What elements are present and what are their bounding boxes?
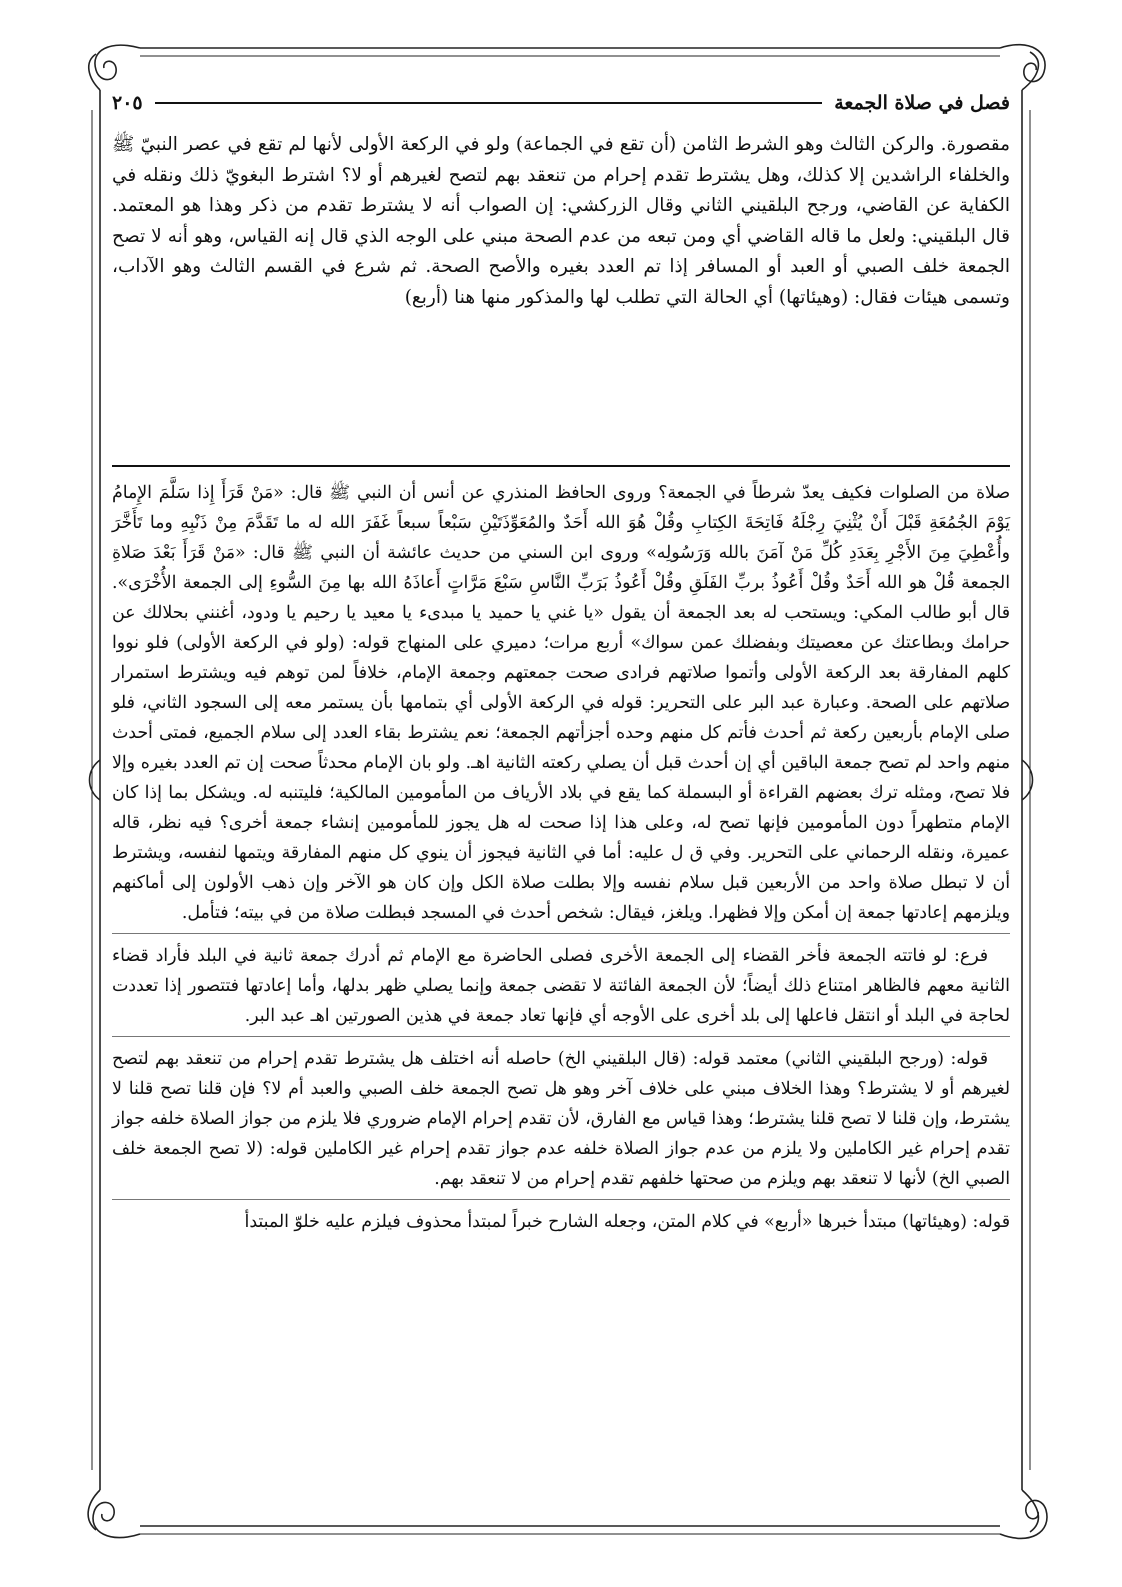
commentary-paragraph-2: فرع: لو فاتته الجمعة فأخر القضاء إلى الجمعة الأخرى فصلى الحاضرة مع الإمام ثم أدرك جمعة ثانية في البلد فأراد قضاء الثانية معهم فالظاهر امتناع ذلك أيضاً؛ لأن الجمعة الفائتة لا تقضى جمعة وإنما يصلي ظهر بدلها، وأما إعادتها فتتصور إذا تعددت لحاجة في البلد أو انتقل فاعلها إلى بلد أخرى على الأوجه أي فإنها تعاد جمعة في هذين الصورتين اهـ عبد البر. [112, 946, 1010, 1026]
header-rule [155, 102, 823, 104]
page [112, 88, 1010, 1518]
page-number: ٢٠٥ [112, 92, 143, 114]
commentary-paragraph-3: قوله: (ورجح البلقيني الثاني) معتمد قوله: (قال البلقيني الخ) حاصله أنه اختلف هل يشترط تقدم إحرام من تنعقد بهم لتصح لغيرهم أو لا يشترط؟ وهذا الخلاف مبني على خلاف آخر وهو هل تصح الجمعة خلف الصبي والعبد أم لا؟ فإن قلنا تصح قلنا لا يشترط، وإن قلنا لا تصح قلنا يشترط؛ وهذا قياس مع الفارق، لأن تقدم إحرام الإمام ضروري فلا يلزم من جواز الصلاة خلفه جواز تقدم إحرام غير الكاملين ولا يلزم من عدم جواز الصلاة خلفه عدم جواز تقدم إحرام غير الكاملين قوله: (لا تصح الجمعة خلف الصبي الخ) لأنها لا تنعقد بهم ويلزم من صحتها خلفهم تقدم إحرام من لا تنعقد بهم. [112, 1049, 1010, 1189]
text-commentary-separator [112, 465, 1010, 467]
chapter-title: فصل في صلاة الجمعة [834, 92, 1010, 114]
main-text [112, 130, 1010, 454]
running-header [112, 88, 1010, 118]
commentary-paragraph-4: قوله: (وهيئاتها) مبتدأ خبرها «أربع» في كلام المتن، وجعله الشارح خبراً لمبتدأ محذوف فيلزم عليه خلوّ المبتدأ [244, 1212, 1010, 1232]
main-paragraph: مقصورة. والركن الثالث وهو الشرط الثامن (أن تقع في الجماعة) ولو في الركعة الأولى لأنها لم تقع في عصر النبيّ ﷺ والخلفاء الراشدين إلا كذلك، وهل يشترط تقدم إحرام من تنعقد بهم لتصح لغيرهم أو لا؟ اشترط البغويّ ذلك ونقله في الكفاية عن القاضي، ورجح البلقيني الثاني وقال الزركشي: إن الصواب أنه لا يشترط تقدم من ذكر وهذا هو المعتمد. قال البلقيني: ولعل ما قاله القاضي أي ومن تبعه من عدم الصحة مبني على الوجه الذي قال إنه القياس، وهو أنه لا تصح الجمعة خلف الصبي أو العبد أو المسافر إذا تم العدد بغيره والأصح الصحة. ثم شرع في القسم الثالث وهو الآداب، وتسمى هيئات فقال: (وهيئاتها) أي الحالة التي تطلب لها والمذكور منها هنا (أربع) [112, 134, 1010, 308]
commentary [112, 478, 1010, 1518]
commentary-divider-1 [112, 933, 1010, 934]
commentary-paragraph-1: صلاة من الصلوات فكيف يعدّ شرطاً في الجمعة؟ وروى الحافظ المنذري عن أنس أن النبي ﷺ قال: «مَنْ قَرَأَ إِذا سَلَّمَ الإِمامُ يَوْمَ الجُمُعَةِ قَبْلَ أَنْ يُثْنِيَ رِجْلَهُ فَاتِحَةَ الكِتابِ وقُلْ هُوَ الله أَحَدٌ والمُعَوِّذَتَيْنِ سَبْعاً سبعاً غَفَرَ الله له ما تَقَدَّمَ مِنْ ذَنْبِهِ وما تَأَخَّرَ وأُعْطِيَ مِنَ الأَجْرِ بِعَدَدِ كُلِّ مَنْ آمَنَ بالله وَرَسُولِه» وروى ابن السني من حديث عائشة أن النبي ﷺ قال: «مَنْ قَرَأَ بَعْدَ صَلاةِ الجمعة قُلْ هو الله أَحَدٌ وقُلْ أَعُوذُ بربِّ الفَلَقِ وقُلْ أَعُوذُ بَرَبِّ النَّاسِ سَبْعَ مَرَّاتٍ أَعاذَهُ الله بها مِنَ السُّوءِ إلى الجمعة الأُخْرَى». قال أبو طالب المكي: ويستحب له بعد الجمعة أن يقول «يا غني يا حميد يا مبدىء يا معيد يا رحيم يا ودود، أغنني بحلالك عن حرامك وبطاعتك عن معصيتك وبفضلك عمن سواك» أربع مرات؛ دميري على المنهاج قوله: (ولو في الركعة الأولى) فلو نووا كلهم المفارقة بعد الركعة الأولى وأتموا صلاتهم فرادى صحت جمعتهم وجمعة الإمام، خلافاً لمن توهم فيه ويشترط استمرار صلاتهم على الصحة. وعبارة عبد البر على التحرير: قوله في الركعة الأولى أي بتمامها بأن يستمر معه إلى السجود الثاني، فلو صلى الإمام بأربعين ركعة ثم أحدث فأتم كل منهم وحده أجزأتهم الجمعة؛ نعم يشترط بقاء العدد إلى سلام الجميع، فمتى أحدث منهم واحد لم تصح جمعة الباقين أي إن أحدث قبل أن يصلي ركعته الثانية اهـ. ولو بان الإمام محدثاً صحت إن تم العدد بغيره وإلا فلا تصح، ومثله ترك بعضهم القراءة أو البسملة كما يقع في بلاد الأرياف من المأمومين المالكية؛ فليتنبه له. ويشكل بما إذا كان الإمام متطهراً دون المأمومين فإنها تصح له، وعلى هذا إذا صحت له هل يجوز للمأمومين إنشاء جمعة أخرى؟ فيه نظر، قاله عميرة، ونقله الرحماني على التحرير. وفي ق ل عليه: أما في الثانية فيجوز أن ينوي كل منهم المفارقة ويتمها لنفسه، ويشترط أن لا تبطل صلاة واحد من الأربعين قبل سلام نفسه وإلا بطلت صلاة الكل وإن كان هو الآخر وإن ذهب الأولون إلى أماكنهم ويلزمهم إعادتها جمعة إن أمكن وإلا فظهرا. ويلغز، فيقال: شخص أحدث في المسجد فبطلت صلاة من في بيته؛ فتأمل. [112, 483, 1010, 923]
commentary-divider-2 [112, 1036, 1010, 1037]
commentary-divider-3 [112, 1199, 1010, 1200]
